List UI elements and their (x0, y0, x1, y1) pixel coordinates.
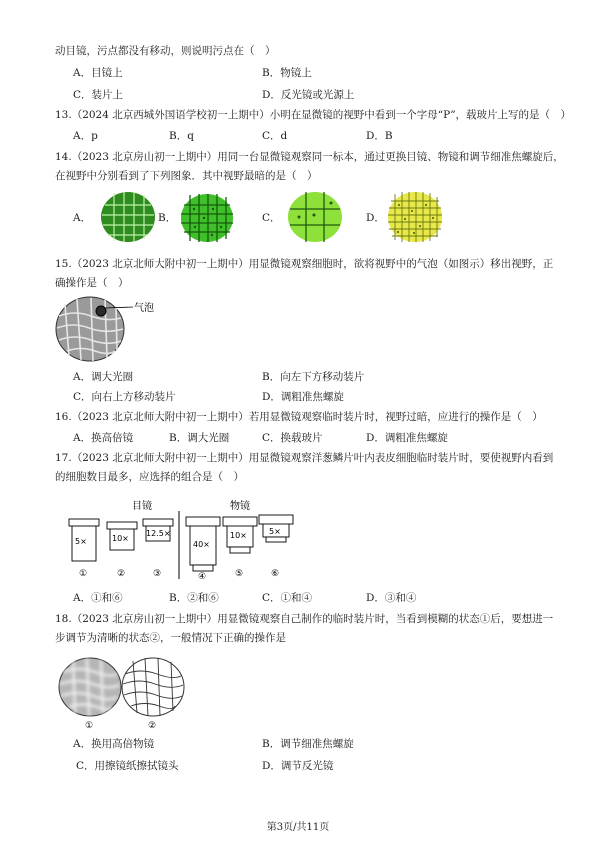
q14-option-d[interactable]: D． (366, 212, 385, 224)
q18-option-b[interactable]: B．调节细准焦螺旋 (262, 738, 354, 750)
lens-number-6: ⑥ (271, 569, 280, 579)
q14-stem-line1: 14.（2023 北京房山初一上期中）用同一台显微镜观察同一标本，通过更换目镜、物镜和调节细准焦螺旋后， (55, 151, 564, 163)
q14-option-a[interactable]: A． (73, 212, 92, 224)
q15-option-d[interactable]: D．调粗准焦螺旋 (262, 391, 344, 403)
q18-option-d[interactable]: D．调节反光镜 (262, 760, 334, 772)
q14-image-a (100, 191, 156, 243)
lens-number-4: ④ (198, 572, 207, 579)
q15-microscope-field (55, 296, 170, 362)
q14-image-d (387, 191, 443, 243)
q16-option-a[interactable]: A．换高倍镜 (73, 432, 134, 444)
eyepiece-title: 目镜 (132, 501, 152, 512)
q13-option-d[interactable]: D．B (366, 130, 393, 142)
q16-option-b[interactable]: B．调大光圈 (169, 432, 230, 444)
q12-stem: 动目镜，污点都没有移动，则说明污点在（ ） (55, 45, 276, 57)
eyepiece-label-3: 12.5× (146, 529, 171, 538)
q14-stem-line2: 在视野中分别看到了下列图象．其中视野最暗的是（ ） (55, 170, 318, 182)
q17-option-b[interactable]: B．②和⑥ (169, 592, 219, 604)
objective-title: 物镜 (230, 501, 250, 512)
q17-lens-diagram (60, 497, 300, 579)
q17-stem-line2: 的细胞数目最多，应选择的组合是（ ） (55, 471, 244, 483)
q12-option-a[interactable]: A．目镜上 (73, 67, 123, 79)
q12-option-d[interactable]: D．反光镜或光源上 (262, 89, 355, 101)
q17-option-c[interactable]: C．①和④ (262, 592, 313, 604)
q16-stem: 16.（2023 北京北师大附中初一上期中）若用显微镜观察临时装片时，视野过暗，应进行的操作是（ ） (55, 411, 543, 423)
q18-stem-line1: 18.（2023 北京房山初一上期中）用显微镜观察自己制作的临时装片时，当看到模糊的状态①后，要想进一 (55, 613, 554, 625)
lens-number-5: ⑤ (235, 569, 244, 579)
lens-number-1: ① (79, 569, 88, 579)
q13-option-b[interactable]: B．q (169, 130, 194, 142)
lens-number-2: ② (117, 569, 126, 579)
q14-image-c (287, 191, 343, 243)
q17-option-d[interactable]: D．③和④ (366, 592, 417, 604)
q17-stem-line1: 17.（2023 北京北师大附中初一上期中）用显微镜观察洋葱鳞片叶内表皮细胞临时装片时，要使视野内看到 (55, 452, 554, 464)
q12-option-b[interactable]: B．物镜上 (262, 67, 312, 79)
q14-image-b (180, 193, 234, 243)
lens-number-3: ③ (153, 569, 162, 579)
q13-option-a[interactable]: A．p (73, 130, 98, 142)
objective-label-6: 5× (269, 527, 281, 536)
q18-option-a[interactable]: A．换用高倍物镜 (73, 738, 155, 750)
q16-option-c[interactable]: C．换载玻片 (262, 432, 323, 444)
q18-option-c[interactable]: C．用擦镜纸擦拭镜头 (76, 760, 179, 772)
objective-label-5: 10× (230, 531, 247, 540)
bubble-label: 气泡 (134, 303, 154, 314)
q18-stem-line2: 步调节为清晰的状态②，一般情况下正确的操作是 (55, 632, 286, 644)
q13-option-c[interactable]: C．d (262, 130, 288, 142)
view-label-2: ② (148, 721, 157, 730)
eyepiece-label-1: 5× (75, 537, 87, 546)
view-label-1: ① (85, 721, 94, 730)
objective-label-4: 40× (193, 540, 210, 549)
q14-option-b[interactable]: B． (158, 212, 177, 224)
q17-option-a[interactable]: A．①和⑥ (73, 592, 123, 604)
q15-stem-line1: 15.（2023 北京北师大附中初一上期中）用显微镜观察细胞时，欲将视野中的气泡（如图示）移出视野，正 (55, 258, 554, 270)
q18-views (55, 656, 185, 730)
q13-stem: 13.（2024 北京西城外国语学校初一上期中）小明在显微镜的视野中看到一个字母“P”，载玻片上写的是（ ） (55, 109, 572, 121)
q15-option-c[interactable]: C．向右上方移动装片 (73, 391, 176, 403)
page-footer: 第3页/共11页 (266, 822, 330, 833)
q15-option-b[interactable]: B．向左下方移动装片 (262, 371, 365, 383)
q16-option-d[interactable]: D．调粗准焦螺旋 (366, 432, 448, 444)
q15-stem-line2: 确操作是（ ） (55, 277, 129, 289)
q12-option-c[interactable]: C．装片上 (73, 89, 124, 101)
eyepiece-label-2: 10× (112, 534, 129, 543)
q15-option-a[interactable]: A．调大光圈 (73, 371, 134, 383)
q14-option-c[interactable]: C． (262, 212, 281, 224)
